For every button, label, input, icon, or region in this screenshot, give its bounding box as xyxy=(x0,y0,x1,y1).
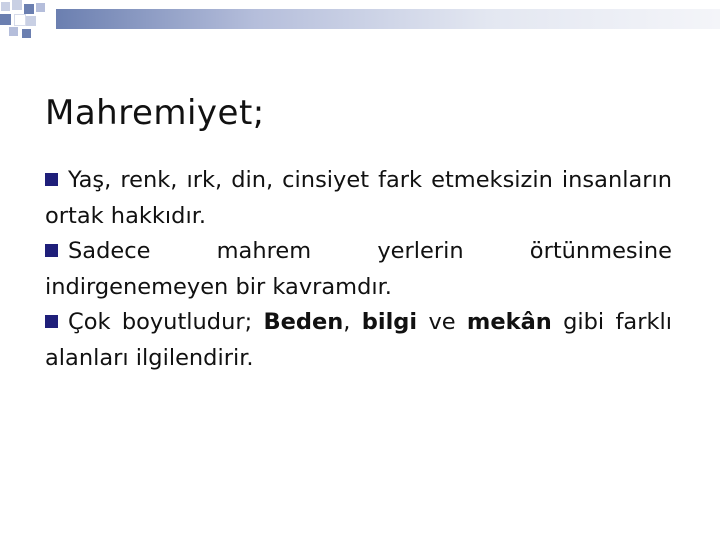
bullet-text: Sadece mahrem yerlerin örtünmesine indirgenemeyen bir kavramdır. xyxy=(45,238,672,300)
square-bullet-icon xyxy=(45,315,58,328)
bullet-text-part: , xyxy=(343,309,362,335)
bullet-text-part: gibi farklı alanları ilgilendirir. xyxy=(45,309,672,371)
bullet-item-3 xyxy=(45,305,672,376)
bullet-list xyxy=(45,163,672,376)
decor-square xyxy=(24,4,34,14)
decor-square xyxy=(14,14,26,26)
bullet-text-bold: mekân xyxy=(466,309,552,335)
decor-square xyxy=(26,16,36,26)
square-bullet-icon xyxy=(45,173,58,186)
decor-square xyxy=(36,3,45,12)
decor-square xyxy=(0,14,11,25)
square-bullet-icon xyxy=(45,244,58,257)
bullet-item-1 xyxy=(45,163,672,234)
header-gradient-band xyxy=(56,9,720,29)
decor-square xyxy=(12,0,22,10)
decor-square xyxy=(22,29,31,38)
bullet-text-part: ve xyxy=(417,309,467,335)
decor-square xyxy=(1,2,10,11)
bullet-text-bold: bilgi xyxy=(361,309,418,335)
bullet-text-bold: Beden xyxy=(263,309,344,335)
bullet-item-2 xyxy=(45,234,672,305)
slide-title: Mahremiyet; xyxy=(45,92,265,133)
bullet-text: Yaş, renk, ırk, din, cinsiyet fark etmeksizin insanların ortak hakkıdır. xyxy=(45,167,672,229)
bullet-text-part: Çok boyutludur; xyxy=(68,309,264,335)
decor-square xyxy=(9,27,18,36)
